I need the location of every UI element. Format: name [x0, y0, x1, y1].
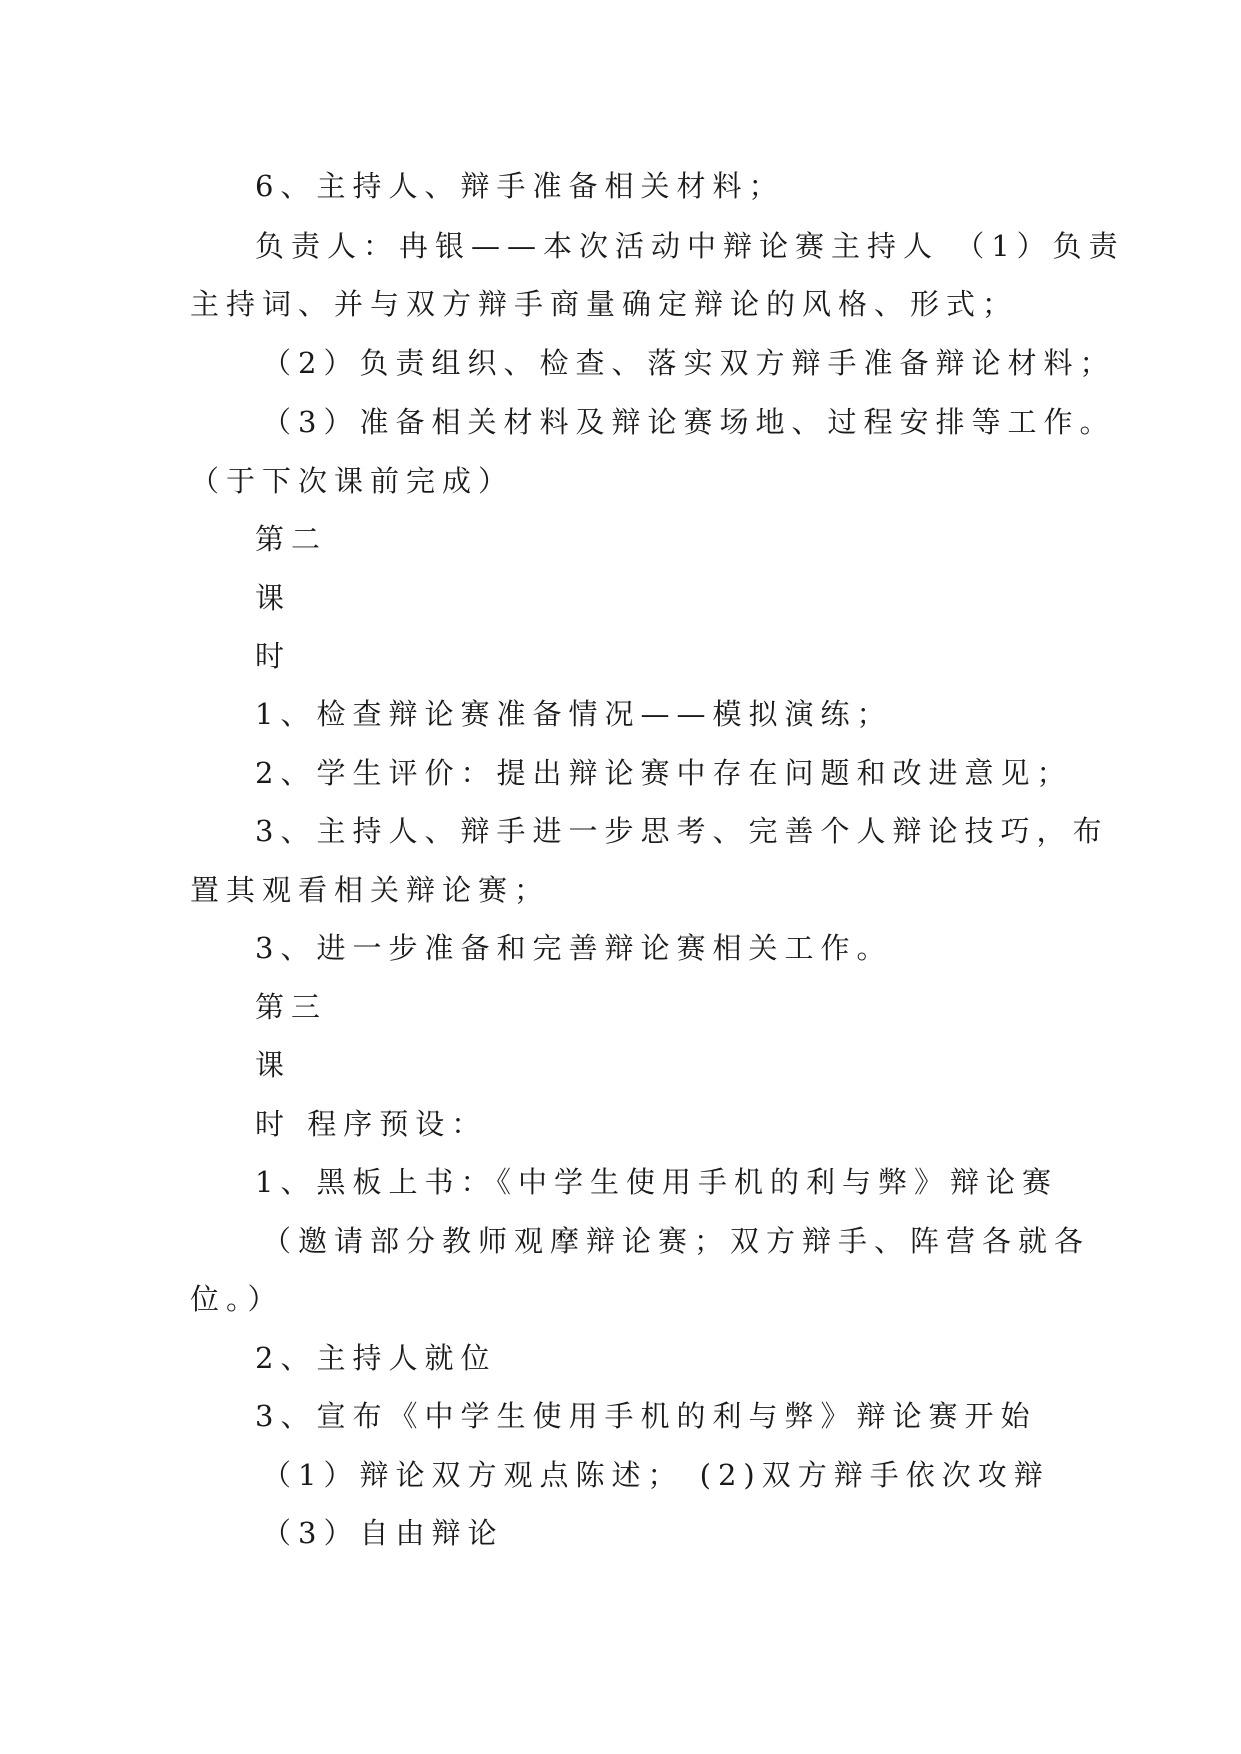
text-line: （3）准备相关材料及辩论赛场地、过程安排等工作。 [262, 405, 1116, 439]
text-line: 课 [255, 581, 292, 615]
text-line: 3、宣布《中学生使用手机的利与弊》辩论赛开始 [255, 1399, 1037, 1433]
text-line: 2、学生评价：提出辩论赛中存在问题和改进意见； [255, 756, 1073, 790]
text-line: 时 [255, 639, 292, 673]
text-line: 1、检查辩论赛准备情况——模拟演练； [255, 697, 893, 731]
text-line: 课 [255, 1048, 292, 1082]
text-line: 6、主持人、辩手准备相关材料； [255, 169, 785, 203]
text-line: 时 程序预设： [255, 1107, 488, 1141]
text-line: （邀请部分教师观摩辩论赛；双方辩手、阵营各就各 [262, 1224, 1091, 1258]
text-line: 1、黑板上书：《中学生使用手机的利与弊》辩论赛 [255, 1165, 1058, 1199]
text-line: （于下次课前完成） [190, 464, 515, 498]
text-line: 3、主持人、辩手进一步思考、完善个人辩论技巧，布 [255, 814, 1109, 848]
text-line: （2）负责组织、检查、落实双方辩手准备辩论材料； [262, 346, 1116, 380]
text-line: 第二 [255, 522, 328, 556]
text-line: 2、主持人就位 [255, 1341, 497, 1375]
text-line: 第三 [255, 990, 328, 1024]
text-line: 主持词、并与双方辩手商量确定辩论的风格、形式； [190, 287, 1019, 321]
text-line: 3、进一步准备和完善辩论赛相关工作。 [255, 931, 893, 965]
text-line: 置其观看相关辩论赛； [190, 873, 551, 907]
text-line: 位。） [190, 1282, 284, 1316]
text-line: （3）自由辩论 [262, 1516, 504, 1550]
text-line: 负责人：冉银——本次活动中辩论赛主持人 （1）负责 [255, 229, 1125, 263]
text-line: （1）辩论双方观点陈述； (2)双方辩手依次攻辩 [262, 1458, 1050, 1492]
